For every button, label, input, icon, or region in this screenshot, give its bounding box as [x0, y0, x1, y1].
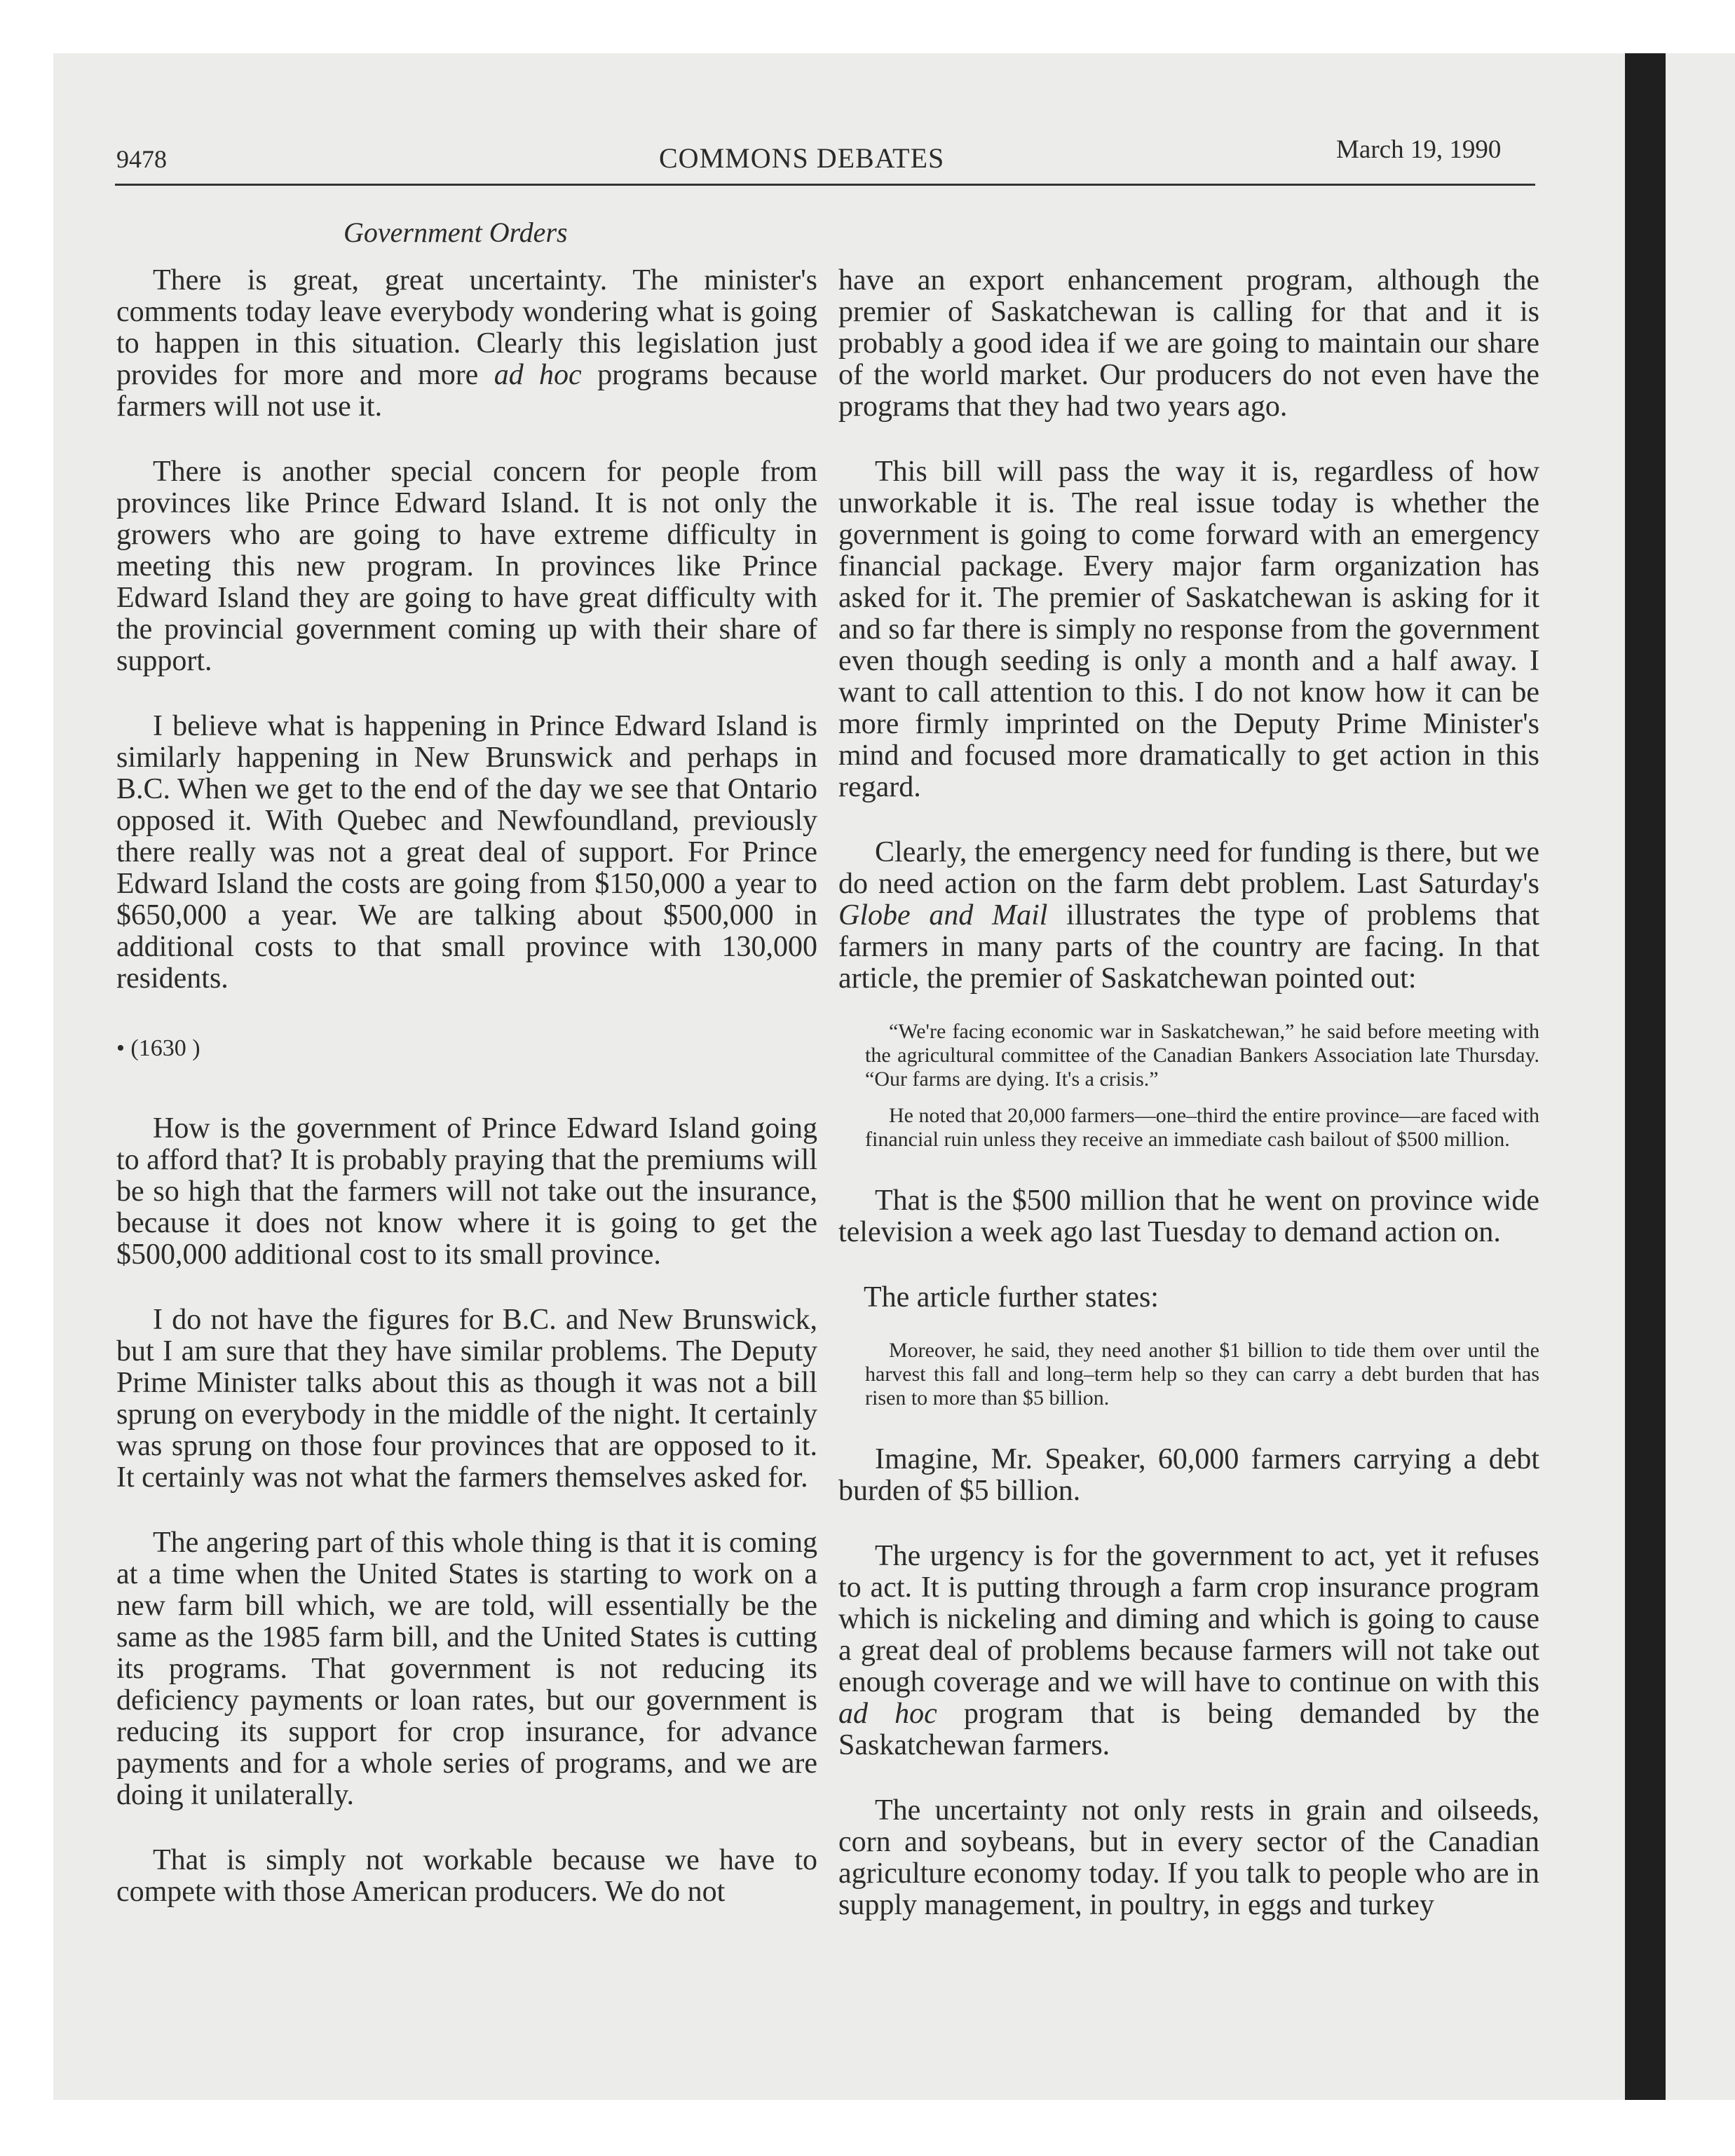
paragraph: The angering part of this whole thing is that it is coming at a time when the United States is starting to work on a new farm bill which, we are told, will essentially be the same as the 1985 farm bill, and the United States is cutting its programs. That government is not reducing its deficiency payments or loan rates, but our government is reducing its support for crop insurance, for advance payments and for a whole series of programs, and we are doing it unilaterally. — [116, 1527, 817, 1811]
paragraph-continued: have an export enhancement program, although the premier of Saskatchewan is calling for that and it is probably a good idea if we are going to maintain our share of the world market. Our producers do not even have the programs that they had two years ago. — [838, 264, 1539, 423]
paragraph: How is the government of Prince Edward Island going to afford that? It is probably praying that the premiums will be so high that the farmers will not take out the insurance, because it does not know where it is going to get the $500,000 additional cost to its small province. — [116, 1112, 818, 1271]
paragraph: That is the $500 million that he went on province wide television a week ago last Tuesday to demand action on. — [838, 1185, 1539, 1248]
paragraph: Clearly, the emergency need for funding is there, but we do need action on the farm debt problem. Last Saturday's Globe and Mail illustrates the type of problems that farmers in many parts of the country are facing. In that article, the premier of Saskatchewan pointed out: — [838, 836, 1540, 995]
running-title: COMMONS DEBATES — [659, 142, 945, 174]
left-column — [116, 265, 817, 1908]
paragraph: There is great, great uncertainty. The minister's comments today leave everybody wondering what is going to happen in this situation. Clearly this legislation just provides for more and more ad hoc programs because farmers will not use it. — [116, 264, 817, 423]
paragraph: The urgency is for the government to act, yet it refuses to act. It is putting through a farm crop insurance program which is nickeling and diming and which is going to cause a great deal of problems because farmers will not take out enough coverage and we will have to continue on with this ad hoc program that is being demanded by the Saskatchewan farmers. — [838, 1540, 1539, 1761]
paragraph: The uncertainty not only rests in grain and oilseeds, corn and soybeans, but in every sector of the Canadian agriculture economy today. If you talk to people who are in supply management, in poultry, in eggs and turkey — [838, 1794, 1539, 1921]
paragraph: I believe what is happening in Prince Edward Island is similarly happening in New Brunswick and perhaps in B.C. When we get to the end of the day we see that Ontario opposed it. With Quebec and Newfoundland, previously there really was not a great deal of support. For Prince Edward Island the costs are going from $150,000 a year to $650,000 a year. We are talking about $500,000 in additional costs to that small province with 130,000 residents. — [116, 710, 817, 995]
paragraph: The article further states: — [864, 1281, 1159, 1314]
scan-edge-bar — [1625, 53, 1666, 2100]
paragraph: There is another special concern for people from provinces like Prince Edward Island. It is not only the growers who are going to have extreme difficulty in meeting this new program. In provinces like Prince Edward Island they are going to have great difficulty with the provincial government coming up with their share of support. — [116, 456, 817, 677]
page-date: March 19, 1990 — [1336, 135, 1502, 164]
paragraph: That is simply not workable because we have to compete with those American producers. We do not — [116, 1844, 817, 1908]
quote-paragraph: “We're facing economic war in Saskatchewan,” he said before meeting with the agricultural committee of the Canadian Bankers Association late Thursday. “Our farms are dying. It's a crisis.” — [865, 1020, 1539, 1091]
section-heading: Government Orders — [343, 217, 568, 248]
page-number: 9478 — [116, 145, 167, 173]
header-rule — [115, 184, 1535, 186]
block-quote — [865, 1339, 1539, 1410]
paragraph: This bill will pass the way it is, regardless of how unworkable it is. The real issue today is whether the government is going to come forward with an emergency financial package. Every major farm organization has asked for it. The premier of Saskatchewan is asking for it and so far there is simply no response from the government even though seeding is only a month and a half away. I want to call attention to this. I do not know how it can be more firmly imprinted on the Deputy Prime Minister's mind and focused more dramatically to get action in this regard. — [838, 456, 1539, 803]
quote-paragraph: He noted that 20,000 farmers—one–third the entire province—are faced with financial ruin unless they receive an immediate cash bailout of $500 million. — [865, 1104, 1539, 1151]
quote-paragraph: Moreover, he said, they need another $1 billion to tide them over until the harvest this fall and long–term help so they can carry a debt burden that has risen to more than $5 billion. — [865, 1339, 1539, 1410]
right-column — [838, 265, 1539, 1921]
block-quote — [865, 1020, 1539, 1152]
paragraph: Imagine, Mr. Speaker, 60,000 farmers carrying a debt burden of $5 billion. — [838, 1443, 1539, 1507]
time-stamp: • (1630 ) — [116, 1035, 200, 1061]
paragraph: I do not have the figures for B.C. and New Brunswick, but I am sure that they have similar problems. The Deputy Prime Minister talks about this as though it was not a bill sprung on everybody in the middle of the night. It certainly was sprung on those four provinces that are opposed to it. It certainly was not what the farmers themselves asked for. — [116, 1304, 817, 1494]
